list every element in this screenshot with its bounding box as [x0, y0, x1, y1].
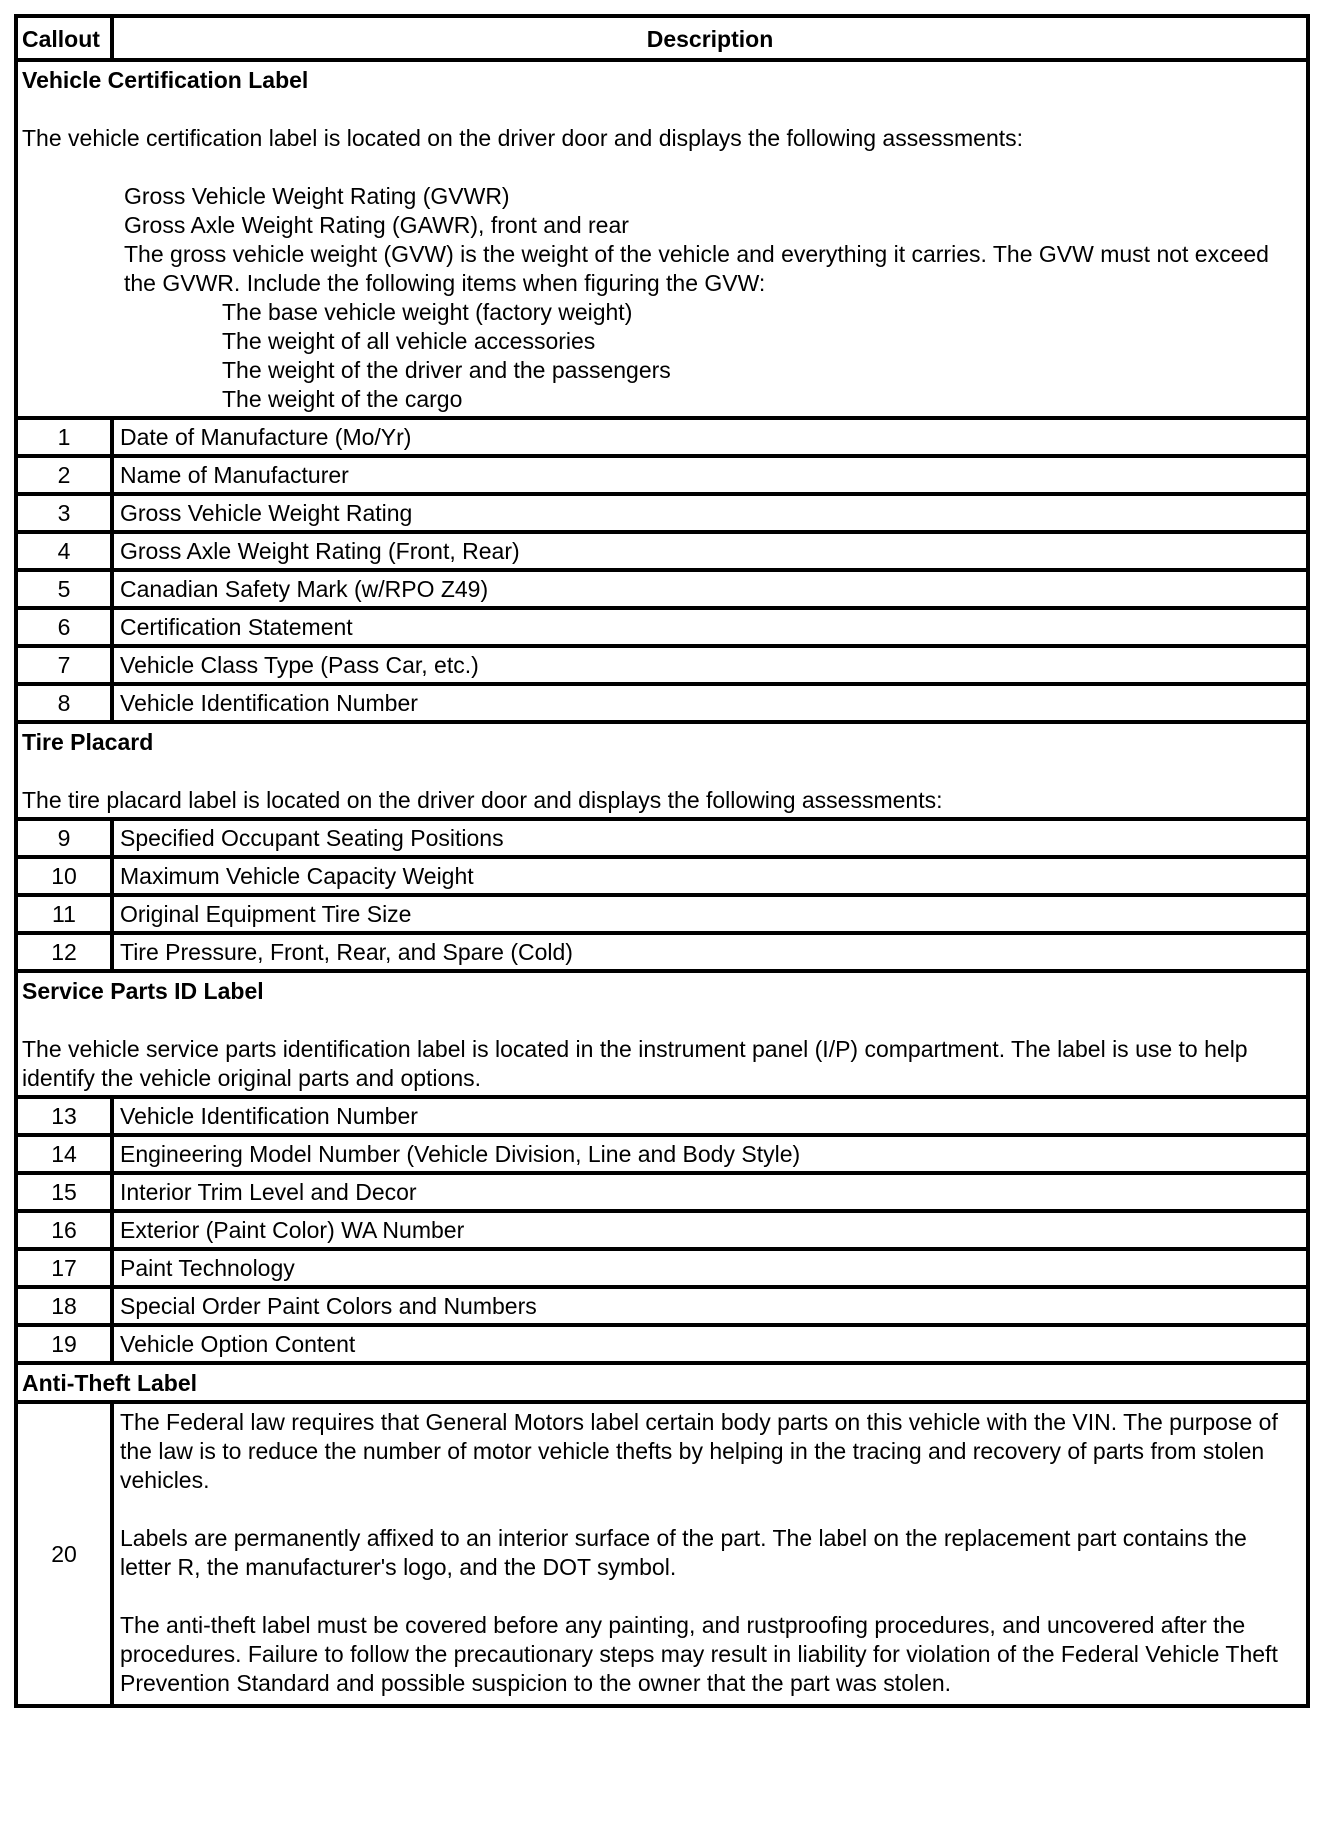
callout-number: 19	[16, 1325, 112, 1363]
callout-description: Gross Vehicle Weight Rating	[112, 494, 1308, 532]
callout-number: 1	[16, 418, 112, 456]
callout-number: 7	[16, 646, 112, 684]
paragraph: Labels are permanently affixed to an interior surface of the part. The label on the replacement part contains the letter R, the manufacturer's logo, and the DOT symbol.	[120, 1525, 1247, 1580]
section-title: Service Parts ID Label	[22, 978, 264, 1004]
callout-description: Vehicle Class Type (Pass Car, etc.)	[112, 646, 1308, 684]
table-row	[16, 1402, 1308, 1706]
table-row	[16, 494, 1308, 532]
callout-number: 3	[16, 494, 112, 532]
section-service-parts	[16, 971, 1308, 1097]
callout-description: Canadian Safety Mark (w/RPO Z49)	[112, 570, 1308, 608]
table-row	[16, 819, 1308, 857]
section-vehicle-cert	[16, 60, 1308, 418]
callout-number: 13	[16, 1097, 112, 1135]
list-item: The gross vehicle weight (GVW) is the weight of the vehicle and everything it carries. The GVW must not exceed the GVWR. Include the following items when figuring the GVW:	[124, 241, 1269, 296]
header-row	[16, 16, 1308, 60]
callout-number: 14	[16, 1135, 112, 1173]
table-row	[16, 608, 1308, 646]
table-row	[16, 684, 1308, 722]
callout-description: Exterior (Paint Color) WA Number	[112, 1211, 1308, 1249]
callout-description: Date of Manufacture (Mo/Yr)	[112, 418, 1308, 456]
paragraph: The Federal law requires that General Motors label certain body parts on this vehicle with the VIN. The purpose of the law is to reduce the number of motor vehicle thefts by helping in the tracing and recovery of parts from stolen vehicles.	[120, 1409, 1278, 1493]
callout-description: Special Order Paint Colors and Numbers	[112, 1287, 1308, 1325]
callout-number: 8	[16, 684, 112, 722]
table-row	[16, 895, 1308, 933]
callout-number: 18	[16, 1287, 112, 1325]
callout-description: Gross Axle Weight Rating (Front, Rear)	[112, 532, 1308, 570]
callout-number: 6	[16, 608, 112, 646]
callout-description: Vehicle Identification Number	[112, 1097, 1308, 1135]
callout-number: 16	[16, 1211, 112, 1249]
callout-description: Original Equipment Tire Size	[112, 895, 1308, 933]
callout-number: 2	[16, 456, 112, 494]
callout-number: 4	[16, 532, 112, 570]
callout-description: Engineering Model Number (Vehicle Division, Line and Body Style)	[112, 1135, 1308, 1173]
table-row	[16, 532, 1308, 570]
section-intro: The vehicle service parts identification label is located in the instrument panel (I/P) compartment. The label is use to help identify the vehicle original parts and options.	[22, 1036, 1248, 1091]
callout-number: 12	[16, 933, 112, 971]
table-row	[16, 1325, 1308, 1363]
table-row	[16, 1135, 1308, 1173]
callout-table	[14, 14, 1310, 1708]
section-tire-placard	[16, 722, 1308, 819]
callout-number: 9	[16, 819, 112, 857]
callout-header: Callout	[16, 16, 112, 60]
callout-description	[112, 1402, 1308, 1706]
table-row	[16, 646, 1308, 684]
section-cell	[16, 1363, 1308, 1402]
section-anti-theft	[16, 1363, 1308, 1402]
paragraph: The anti-theft label must be covered before any painting, and rustproofing procedures, and uncovered after the procedures. Failure to follow the precautionary steps may result in liability for violation of the Federal Vehicle Theft Prevention Standard and possible suspicion to the owner that the part was stolen.	[120, 1612, 1278, 1696]
list-item: Gross Vehicle Weight Rating (GVWR)	[124, 183, 510, 209]
sub-list-item: The weight of all vehicle accessories	[222, 328, 596, 354]
callout-number: 5	[16, 570, 112, 608]
callout-description: Certification Statement	[112, 608, 1308, 646]
section-title: Tire Placard	[22, 729, 154, 755]
sub-list-item: The base vehicle weight (factory weight)	[222, 299, 633, 325]
section-intro: The vehicle certification label is located on the driver door and displays the following assessments:	[22, 125, 1024, 151]
table-row	[16, 1249, 1308, 1287]
sub-list-item: The weight of the driver and the passengers	[222, 357, 671, 383]
section-cell	[16, 60, 1308, 418]
callout-number: 20	[16, 1402, 112, 1706]
section-cell	[16, 722, 1308, 819]
table-row	[16, 456, 1308, 494]
callout-number: 10	[16, 857, 112, 895]
section-cell	[16, 971, 1308, 1097]
callout-description: Name of Manufacturer	[112, 456, 1308, 494]
description-header: Description	[112, 16, 1308, 60]
page	[14, 14, 1310, 1708]
table-row	[16, 418, 1308, 456]
table-row	[16, 933, 1308, 971]
callout-description: Specified Occupant Seating Positions	[112, 819, 1308, 857]
table-row	[16, 857, 1308, 895]
section-intro: The tire placard label is located on the driver door and displays the following assessments:	[22, 787, 943, 813]
sub-list-item: The weight of the cargo	[222, 386, 463, 412]
table-row	[16, 570, 1308, 608]
table-row	[16, 1173, 1308, 1211]
callout-description: Vehicle Option Content	[112, 1325, 1308, 1363]
callout-description: Interior Trim Level and Decor	[112, 1173, 1308, 1211]
callout-description: Vehicle Identification Number	[112, 684, 1308, 722]
callout-number: 15	[16, 1173, 112, 1211]
section-title: Anti-Theft Label	[22, 1370, 198, 1396]
callout-description: Paint Technology	[112, 1249, 1308, 1287]
callout-description: Tire Pressure, Front, Rear, and Spare (Cold)	[112, 933, 1308, 971]
section-title: Vehicle Certification Label	[22, 67, 309, 93]
callout-number: 17	[16, 1249, 112, 1287]
list-item: Gross Axle Weight Rating (GAWR), front and rear	[124, 212, 629, 238]
callout-number: 11	[16, 895, 112, 933]
table-row	[16, 1211, 1308, 1249]
callout-description: Maximum Vehicle Capacity Weight	[112, 857, 1308, 895]
table-row	[16, 1097, 1308, 1135]
table-row	[16, 1287, 1308, 1325]
